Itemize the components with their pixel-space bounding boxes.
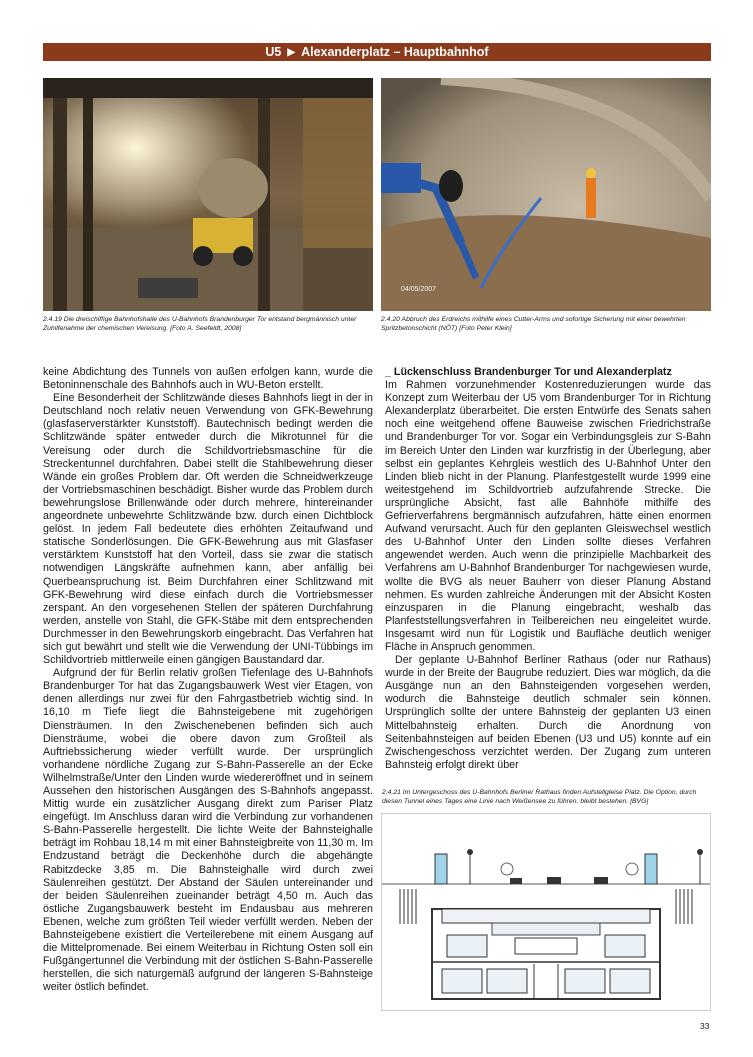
arrow-icon: ▶ [287, 46, 296, 58]
photo-tunnel-hall [43, 78, 373, 311]
right-paragraph-1: Im Rahmen vorzunehmender Kostenreduzierungen wurde das Konzept zum Weiterbau der U5 vom Brandenburger Tor in Richtung Alexanderplatz überarbeitet. Die ersten Entwürfe des Senats sahen noch eine weitgehend offene Bauweise zwischen Friedrichstraße und Brandenburger Tor vor. Sogar ein Verbindungsgleis zur S-Bahn im Bereich Unter den Linden war kurzfristig in der Überlegung, aber selbst ein geplantes Kehrgleis westlich des U-Bahnhof Unter den Linden blieb nicht in der Planung. Planfestgestellt wurde 1999 eine weitestgehend im Schildvortrieb aufzufahrende Strecke. Die ursprüngliche Absicht, fast alle Bahnhöfe mithilfe des Gefrierverfahrens bergmännisch aufzufahren, hätte einen enormen Aufwand verursacht. Auch für den geplanten Gleiswechsel westlich des U-Bahnhof Unter den Linden sollte dieses Verfahren angewendet werden. Auch wenn die prinzipielle Machbarkeit des Verfahrens am U-Bahnhof Brandenburger Tor nachgewiesen wurde, wollte die BVG als neuer Bauherr von dieser Planung Abstand nehmen. Es wurden zahlreiche Änderungen mit der Absicht Kosten einzusparen in die Planung eingebracht, weshalb das Planfeststellungsverfahren in Teilbereichen neu eingeleitet wurde. Insgesamt wird nun für Logistik und Baufläche deutlich weniger Fläche in Anspruch genommen. [385, 379, 711, 653]
station-cross-section-diagram [381, 813, 711, 1011]
chapter-header-bar [43, 43, 711, 61]
page-number: 33 [700, 1021, 710, 1031]
left-column [43, 366, 373, 995]
photo-date-stamp: 04/05/2007 [401, 286, 437, 293]
left-paragraph-1: keine Abdichtung des Tunnels von außen erfolgen kann, wurde die Betoninnenschale des Bahnhofs auch in WU-Beton erstellt. [43, 366, 373, 392]
left-paragraph-3: Aufgrund der für Berlin relativ großen Tiefenlage des U-Bahnhofs Brandenburger Tor hat das Zugangsbauwerk West vier Etagen, von denen allerdings nur zwei für den Fahrgastbetrieb wichtig sind. In 16,10 m Tiefe liegt die Bahnsteigebene mit zugehörigen Diensträumen. In den Zwischenebenen befinden sich auch Diensträume, wobei die obere davon zum Großteil als Auftriebssicherung wieder verfüllt wurde. Der ursprünglich vorhandene nördliche Zugang zur S-Bahn-Passerelle an der Ecke Wilhelmstraße/Unter den Linden wurde wiedereröffnet und in seinem Aussehen den historischen Ausgängen des S-Bahnhofs angepasst. Mittig wurde ein zusätzlicher Ausgang direkt zum Pariser Platz eingefügt. Im Anschluss daran wird die Verbindung zur vorhandenen S-Bahn-Passerelle hergestellt. Die lichte Weite der Bahnsteighalle beträgt im Rohbau 18,14 m mit einer Bahnsteigbreite von 11,30 m. Im Endzustand beträgt die Deckenhöhe durch die abgehängte Rabitzdecke 3,85 m. Die Bahnsteighalle wird durch zwei Säulenreihen gestützt. Der Abstand der Säulen untereinander und der beiden Säulenreihen zueinander beträgt 4,50 m. Auch das östliche Zugangsbauwerk besteht im Endausbau aus mehreren Ebenen, welche zum größten Teil wieder verfüllt werden. Neben der Bahnsteigebene existiert die Verteilerebene mit einem Ausgang auf die Mittelpromenade. Bei einem Weiterbau in Richtung Osten soll ein Fußgängertunnel die Verbindung mit der östlichen S-Bahn-Passerelle herstellen, die sich naturgemäß aufgrund der längeren S-Bahnsteige weiter östlich befindet. [43, 667, 373, 994]
section-subheading: _ Lückenschluss Brandenburger Tor und Alexanderplatz [385, 366, 672, 378]
figure-caption-1: 2.4.19 Die dreischiffige Bahnhofshalle des U-Bahnhofs Brandenburger Tor entstand bergmännisch unter Zuhilfenahme der chemischen Vereisung. [Foto A. Seefeldt, 2008] [43, 316, 357, 332]
photo-cutter-arm [381, 78, 711, 311]
figure-caption-3: 2.4.21 Im Untergeschoss des U-Bahnhofs Berliner Rathaus finden Aufstellgleise Platz. Die Option, durch diesen Tunnel eines Tages eine Linie nach Weißensee zu führen, bleibt bestehen. [BVG] [382, 789, 697, 805]
right-paragraph-2: Der geplante U-Bahnhof Berliner Rathaus (oder nur Rathaus) wurde in der Breite der Baugrube reduziert. Dies war möglich, da die Ausgänge nun an den Bahnsteigenden vorgesehen werden, wodurch die Bahnsteige deutlich schmaler sein können. Ursprünglich sollte der untere Bahnsteig der geplanten U3 einen Mittelbahnsteig erhalten. Durch die Anordnung von Seitenbahnsteigen auf beiden Ebenen (U3 und U5) konnte auf ein Zwischengeschoss verzichtet werden. Der Zugang zum unteren Bahnsteig erfolgt direkt über [385, 654, 711, 771]
right-column [385, 366, 711, 772]
header-title: Alexanderplatz – Hauptbahnhof [301, 45, 489, 59]
left-paragraph-2: Eine Besonderheit der Schlitzwände dieses Bahnhofs liegt in der in Deutschland noch relativ neuen Verwendung von GFK-Bewehrung (glasfaserverstärkter Kunststoff). Bautechnisch bedingt werden die Schlitzwände später entweder durch die Mikrotunnel für die Vereisung oder durch die Schildvortriebsmaschine für die Streckentunnel durchfahren. Dabei stellt die Stahlbewehrung dieser Wände ein großes Problem dar. Oft werden die Schneidwerkzeuge der Vortriebsmaschinen beschädigt. Bisher wurde das Problem durch bewehrungslose Brillenwände oder durch mehrere, hintereinander angeordnete unbewehrte Schlitzwände bzw. durch einen Dichtblock gelöst. In jedem Fall bedeutete dies erhöhten Zeitaufwand und statische Sonderlösungen. Die GFK-Bewehrung aus mit Glasfaser verstärktem Kunststoff hat den Vorteil, dass sie zwar die statisch notwendigen Längskräfte aufnehmen kann, aber anfällig bei Querbeanspruchung ist. Beim Durchfahren einer Schlitzwand mit GFK-Bewehrung wird diese einfach durch die Vortriebsmesser zerspant. An den vorgesehenen Stellen der späteren Durchfahrung werden, anstelle von Stahl, die GFK-Stäbe mit dem entsprechenden Durchmesser in den Bewehrungskorb eingebracht. Das Verfahren hat sich gut bewährt und stellt wie die Verwendung der UNI-Tübbings im Schildvortrieb mittlerweile einen gängigen Baustandard dar. [43, 392, 373, 667]
figure-caption-2: 2.4.20 Abbruch des Erdreichs mithilfe eines Cutter-Arms und sofortige Sicherung mit einer bewehrten Spritzbetonschicht (NÖT) [Foto Peter Klein] [381, 316, 686, 332]
line-label: U5 [265, 45, 282, 59]
